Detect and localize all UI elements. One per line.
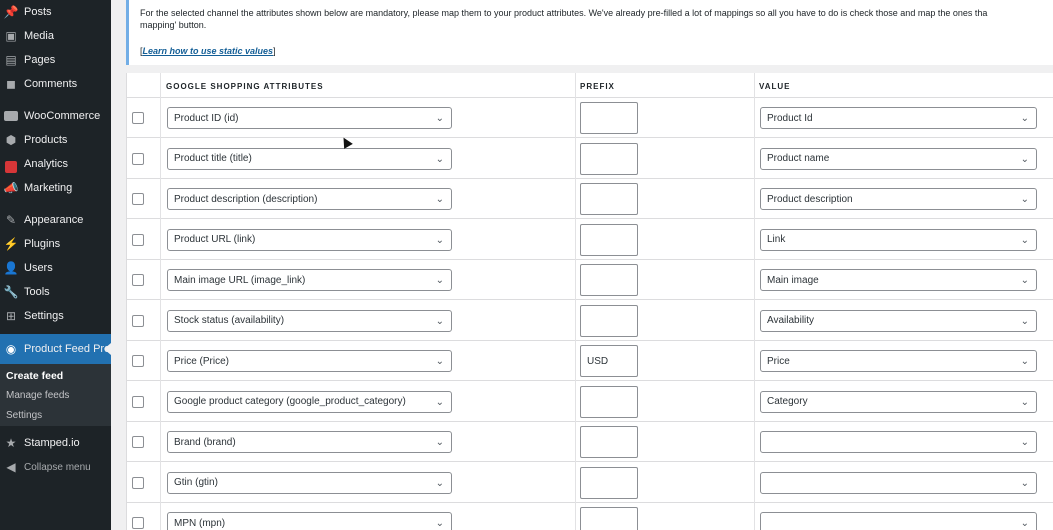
comment-icon: ◼ [6,77,16,91]
attribute-select[interactable] [167,431,452,453]
prefix-input[interactable]: USD [580,345,638,377]
attribute-select[interactable] [167,107,452,129]
menu-collapse[interactable]: ◀ Collapse menu [0,456,111,478]
attribute-select[interactable] [167,310,452,332]
attribute-select[interactable] [167,472,452,494]
value-select[interactable] [760,310,1037,332]
prefix-input[interactable] [580,507,638,530]
row-checkbox[interactable] [132,274,144,286]
menu-marketing[interactable]: 📣 Marketing [3,181,73,195]
megaphone-icon: 📣 [3,181,19,195]
submenu-manage-feeds[interactable]: Manage feeds [6,390,70,401]
chevron-down-icon: ⌄ [1020,194,1029,205]
value-select[interactable] [760,512,1037,530]
row-checkbox[interactable] [132,355,144,367]
attribute-select-value: Product URL (link) [174,234,256,245]
value-select[interactable] [760,350,1037,372]
active-arrow-icon [104,343,111,355]
submenu-settings[interactable]: Settings [6,410,43,421]
value-select[interactable] [760,431,1037,453]
menu-settings[interactable]: ⊞ Settings [5,309,64,323]
value-select[interactable] [760,391,1037,413]
plugin-icon: ⚡ [3,237,19,251]
table-row [127,139,1053,179]
attribute-select-value: Product description (description) [174,193,318,205]
attribute-select[interactable] [167,391,452,413]
prefix-input[interactable] [580,183,638,215]
chevron-down-icon: ⌄ [1020,437,1029,448]
main-content [111,0,1053,530]
attribute-select[interactable] [167,148,452,170]
row-checkbox[interactable] [132,234,144,246]
value-select-value: Category [767,396,808,407]
attribute-select[interactable] [167,350,452,372]
media-icon: ▣ [5,29,17,43]
admin-sidebar [0,0,111,530]
attribute-select-value: Gtin (gtin) [174,477,218,488]
attribute-select-value: Product title (title) [174,153,252,164]
wrench-icon: 🔧 [3,285,19,299]
chevron-down-icon: ⌄ [435,437,444,448]
menu-posts[interactable]: 📌 Posts [3,5,52,19]
brush-icon: ✎ [5,213,17,227]
value-select-value: Main image [767,274,819,286]
prefix-input[interactable] [580,102,638,134]
chevron-down-icon: ⌄ [435,275,444,286]
attribute-mapping-table [126,73,1053,530]
chevron-down-icon: ⌄ [435,518,444,529]
table-row [127,98,1053,138]
table-row [127,463,1053,503]
chevron-down-icon: ⌄ [435,113,444,124]
table-row [127,179,1053,219]
prefix-input[interactable] [580,143,638,175]
chevron-down-icon: ⌄ [1020,518,1029,529]
chevron-down-icon: ⌄ [435,356,444,367]
menu-users[interactable]: 👤 Users [3,261,53,275]
menu-appearance[interactable]: ✎ Appearance [5,213,84,227]
row-checkbox[interactable] [132,436,144,448]
chevron-down-icon: ⌄ [435,194,444,205]
chevron-down-icon: ⌄ [435,477,444,489]
table-row [127,422,1053,462]
prefix-input[interactable] [580,467,638,499]
table-row [127,341,1053,381]
notice-text-line2: mapping' button. [140,20,207,30]
value-select[interactable] [760,107,1037,129]
row-checkbox[interactable] [132,315,144,327]
menu-pages[interactable]: ▤ Pages [5,53,56,67]
chevron-down-icon: ⌄ [435,234,444,246]
attribute-select[interactable] [167,269,452,291]
row-checkbox[interactable] [132,153,144,165]
collapse-icon: ◀ [6,460,16,474]
chevron-down-icon: ⌄ [435,153,444,165]
attribute-select-value: Price (Price) [174,355,230,367]
attribute-select-value: Google product category (google_product_category) [174,396,406,407]
value-select[interactable] [760,472,1037,494]
products-icon: ⬢ [5,133,17,147]
attribute-select[interactable] [167,188,452,210]
value-select-value: Price [767,355,790,367]
menu-tools[interactable]: 🔧 Tools [3,285,50,299]
submenu-create-feed[interactable]: Create feed [6,370,64,382]
prefix-input[interactable] [580,264,638,296]
prefix-input[interactable] [580,426,638,458]
pages-icon: ▤ [5,53,17,67]
info-notice [126,0,1053,65]
chevron-down-icon: ⌄ [1020,234,1029,246]
notice-link-line: [Learn how to use static values] [140,46,276,56]
attribute-select-value: MPN (mpn) [174,517,226,529]
product-feed-icon: ◉ [5,342,17,356]
menu-products[interactable]: ⬢ Products [5,133,68,147]
static-values-link[interactable]: Learn how to use static values [142,46,274,56]
table-row [127,220,1053,260]
header-value: VALUE [759,82,791,91]
woocommerce-icon [4,109,18,123]
value-select-value: Product Id [767,112,813,124]
chevron-down-icon: ⌄ [1020,113,1029,124]
table-row [127,260,1053,300]
value-select[interactable] [760,229,1037,251]
menu-media[interactable]: ▣ Media [5,29,54,43]
value-select[interactable] [760,269,1037,291]
column-divider [160,73,161,530]
menu-plugins[interactable]: ⚡ Plugins [3,237,61,251]
header-attributes: GOOGLE SHOPPING ATTRIBUTES [166,82,324,91]
chevron-down-icon: ⌄ [1020,477,1029,489]
value-select[interactable] [760,188,1037,210]
table-row [127,301,1053,341]
table-row [127,503,1053,530]
value-select-value: Link [767,234,786,245]
row-checkbox[interactable] [132,193,144,205]
chevron-down-icon: ⌄ [1020,356,1029,367]
prefix-input[interactable] [580,224,638,256]
chevron-down-icon: ⌄ [1020,275,1029,286]
chevron-down-icon: ⌄ [1020,315,1029,327]
menu-analytics[interactable]: Analytics [0,153,111,175]
row-checkbox[interactable] [132,396,144,408]
value-select[interactable] [760,148,1037,170]
product-feed-submenu [0,364,111,426]
header-prefix: PREFIX [580,82,615,91]
menu-comments[interactable]: ◼ Comments [0,73,111,95]
menu-product-feed-pro[interactable]: ◉ Product Feed Pro [0,334,111,364]
menu-woocommerce[interactable]: WooCommerce [0,105,111,127]
attribute-select-value: Stock status (availability) [174,315,285,326]
prefix-input[interactable] [580,386,638,418]
notice-text-line1: For the selected channel the attributes shown below are mandatory, please map them to your product attributes. We've already pre-filled a lot of mappings so all you have to do is check those and map the ones tha [140,8,988,18]
row-checkbox[interactable] [132,477,144,489]
value-select-value: Product name [767,153,830,164]
pin-icon: 📌 [3,5,19,19]
analytics-badge-icon [5,161,17,173]
attribute-select-value: Main image URL (image_link) [174,274,306,286]
attribute-select-value: Brand (brand) [174,436,236,448]
menu-stamped[interactable]: ★ Stamped.io [5,436,80,450]
attribute-select-value: Product ID (id) [174,112,239,124]
attribute-select[interactable] [167,229,452,251]
column-divider [754,73,755,530]
value-select-value: Availability [767,315,815,326]
chevron-down-icon: ⌄ [435,315,444,327]
chevron-down-icon: ⌄ [1020,153,1029,165]
row-checkbox[interactable] [132,517,144,529]
attribute-select[interactable] [167,512,452,530]
chevron-down-icon: ⌄ [1020,396,1029,408]
users-icon: 👤 [3,261,19,275]
value-select-value: Product description [767,193,853,205]
chevron-down-icon: ⌄ [435,396,444,408]
row-checkbox[interactable] [132,112,144,124]
table-header [127,73,1053,98]
settings-icon: ⊞ [5,309,17,323]
star-icon: ★ [5,436,17,450]
table-row [127,382,1053,422]
column-divider [575,73,576,530]
prefix-input[interactable] [580,305,638,337]
